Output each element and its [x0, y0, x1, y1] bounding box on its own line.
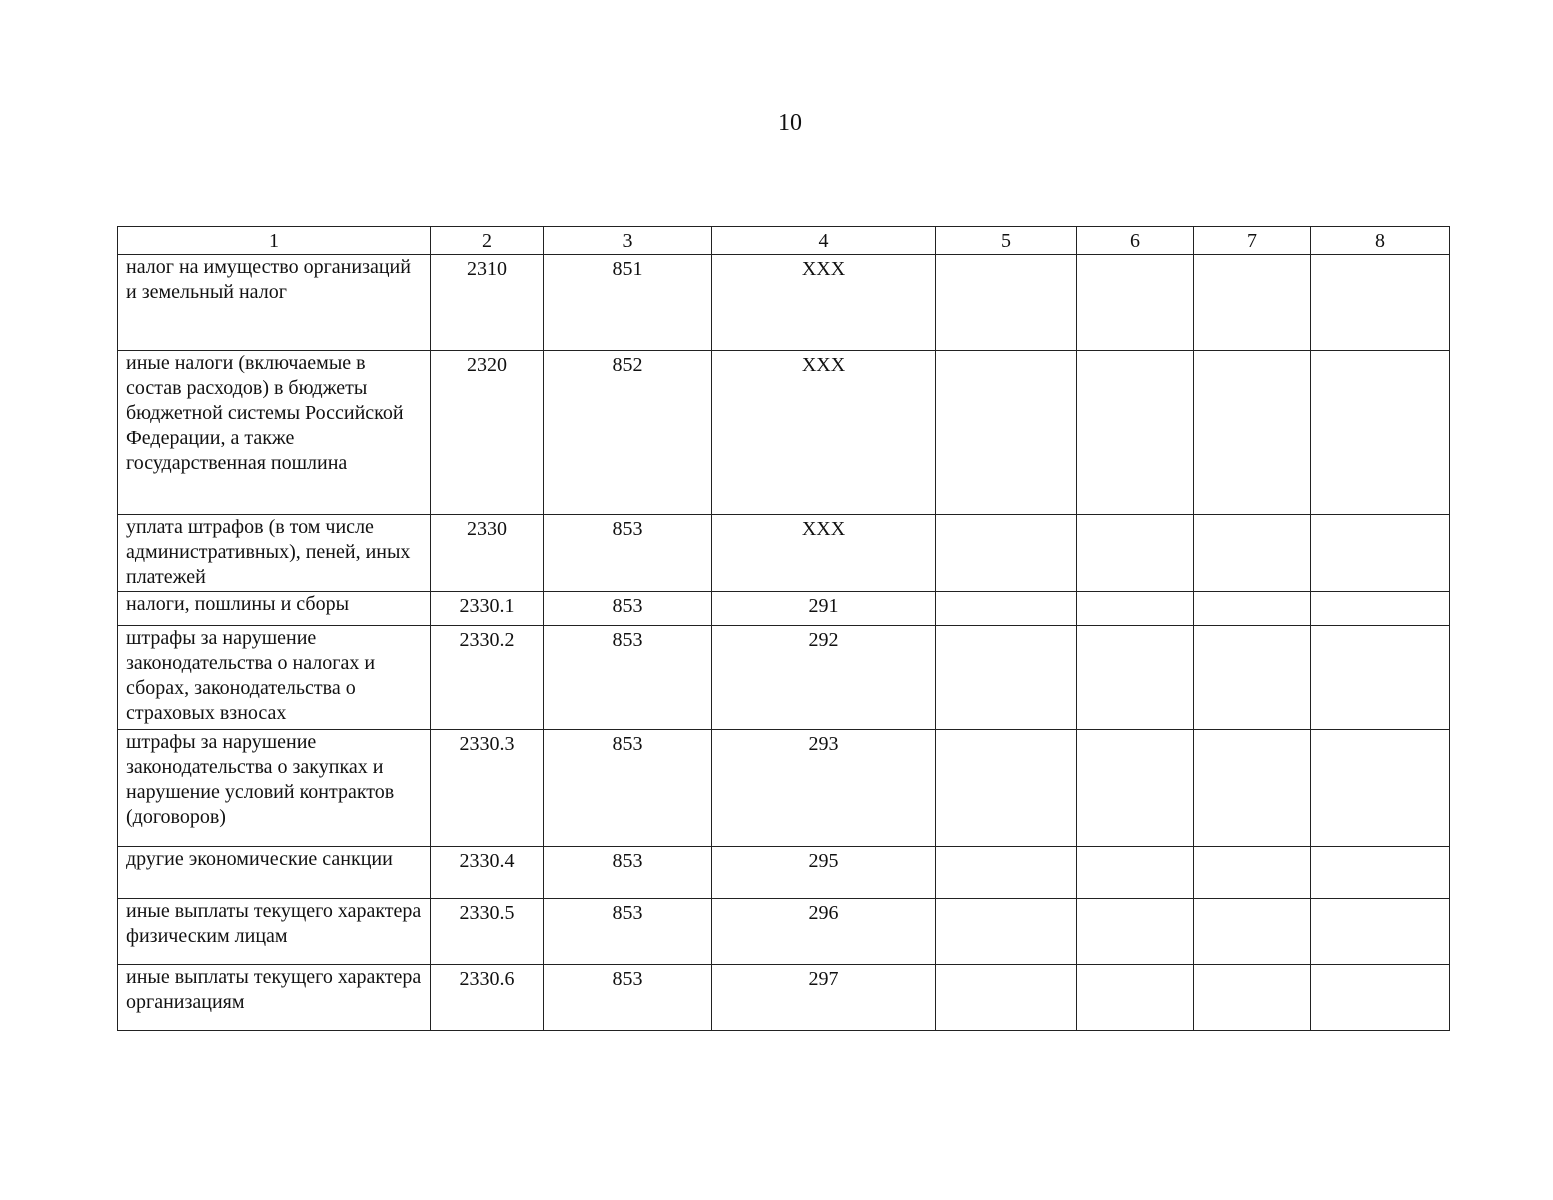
empty-cell [1194, 965, 1311, 1031]
row-kosgu-cell: 297 [712, 965, 936, 1031]
empty-cell [1194, 515, 1311, 592]
empty-cell [1311, 730, 1450, 847]
empty-cell [1077, 626, 1194, 730]
empty-cell [936, 965, 1077, 1031]
table-row [118, 965, 1450, 1031]
header-cell: 8 [1311, 227, 1450, 255]
empty-cell [1194, 847, 1311, 899]
row-name-cell: налоги, пошлины и сборы [118, 592, 431, 626]
row-name-cell: иные выплаты текущего характера физическим лицам [118, 899, 431, 965]
empty-cell [1194, 592, 1311, 626]
empty-cell [1077, 515, 1194, 592]
row-name-cell: налог на имущество организаций и земельный налог [118, 255, 431, 351]
table-row [118, 847, 1450, 899]
empty-cell [1194, 626, 1311, 730]
row-code-cell: 2330.1 [431, 592, 544, 626]
empty-cell [936, 899, 1077, 965]
empty-cell [1077, 351, 1194, 515]
row-kosgu-cell: XXX [712, 351, 936, 515]
empty-cell [1077, 592, 1194, 626]
row-code-cell: 2330.6 [431, 965, 544, 1031]
header-cell: 5 [936, 227, 1077, 255]
empty-cell [1077, 965, 1194, 1031]
row-kosgu-cell: XXX [712, 255, 936, 351]
empty-cell [936, 255, 1077, 351]
row-name-cell: иные выплаты текущего характера организациям [118, 965, 431, 1031]
row-kvr-cell: 853 [544, 965, 712, 1031]
row-name-cell: штрафы за нарушение законодательства о закупках и нарушение условий контрактов (договоров) [118, 730, 431, 847]
header-cell: 4 [712, 227, 936, 255]
row-kosgu-cell: 295 [712, 847, 936, 899]
row-kosgu-cell: 292 [712, 626, 936, 730]
budget-table [117, 226, 1450, 1031]
empty-cell [1311, 351, 1450, 515]
row-kvr-cell: 853 [544, 515, 712, 592]
row-kosgu-cell: 291 [712, 592, 936, 626]
empty-cell [1311, 255, 1450, 351]
empty-cell [1077, 899, 1194, 965]
empty-cell [1311, 592, 1450, 626]
row-code-cell: 2330.5 [431, 899, 544, 965]
table-row [118, 592, 1450, 626]
empty-cell [1311, 965, 1450, 1031]
row-kosgu-cell: 293 [712, 730, 936, 847]
table-row [118, 515, 1450, 592]
table-row [118, 255, 1450, 351]
empty-cell [1311, 515, 1450, 592]
header-cell: 7 [1194, 227, 1311, 255]
empty-cell [1077, 847, 1194, 899]
empty-cell [936, 351, 1077, 515]
row-kvr-cell: 852 [544, 351, 712, 515]
row-name-cell: иные налоги (включаемые в состав расходов) в бюджеты бюджетной системы Российской Федерации, а также государственная пошлина [118, 351, 431, 515]
row-name-cell: другие экономические санкции [118, 847, 431, 899]
empty-cell [936, 592, 1077, 626]
row-kosgu-cell: 296 [712, 899, 936, 965]
header-cell: 2 [431, 227, 544, 255]
row-name-cell: штрафы за нарушение законодательства о налогах и сборах, законодательства о страховых взносах [118, 626, 431, 730]
row-code-cell: 2330.4 [431, 847, 544, 899]
row-code-cell: 2330.2 [431, 626, 544, 730]
empty-cell [1194, 255, 1311, 351]
row-name-cell: уплата штрафов (в том числе административных), пеней, иных платежей [118, 515, 431, 592]
empty-cell [1311, 847, 1450, 899]
table-row [118, 351, 1450, 515]
empty-cell [1194, 730, 1311, 847]
row-kvr-cell: 853 [544, 899, 712, 965]
empty-cell [1311, 899, 1450, 965]
row-kvr-cell: 853 [544, 730, 712, 847]
empty-cell [1077, 255, 1194, 351]
empty-cell [936, 515, 1077, 592]
row-code-cell: 2320 [431, 351, 544, 515]
row-kvr-cell: 853 [544, 847, 712, 899]
row-code-cell: 2330.3 [431, 730, 544, 847]
empty-cell [1194, 351, 1311, 515]
empty-cell [1077, 730, 1194, 847]
table-row [118, 626, 1450, 730]
header-cell: 1 [118, 227, 431, 255]
row-kvr-cell: 853 [544, 626, 712, 730]
row-code-cell: 2330 [431, 515, 544, 592]
page-number: 10 [778, 110, 802, 136]
header-row [118, 227, 1450, 255]
empty-cell [936, 730, 1077, 847]
row-code-cell: 2310 [431, 255, 544, 351]
header-cell: 3 [544, 227, 712, 255]
header-cell: 6 [1077, 227, 1194, 255]
empty-cell [1311, 626, 1450, 730]
empty-cell [1194, 899, 1311, 965]
table-row [118, 730, 1450, 847]
row-kvr-cell: 851 [544, 255, 712, 351]
table-row [118, 899, 1450, 965]
empty-cell [936, 847, 1077, 899]
row-kosgu-cell: XXX [712, 515, 936, 592]
row-kvr-cell: 853 [544, 592, 712, 626]
empty-cell [936, 626, 1077, 730]
